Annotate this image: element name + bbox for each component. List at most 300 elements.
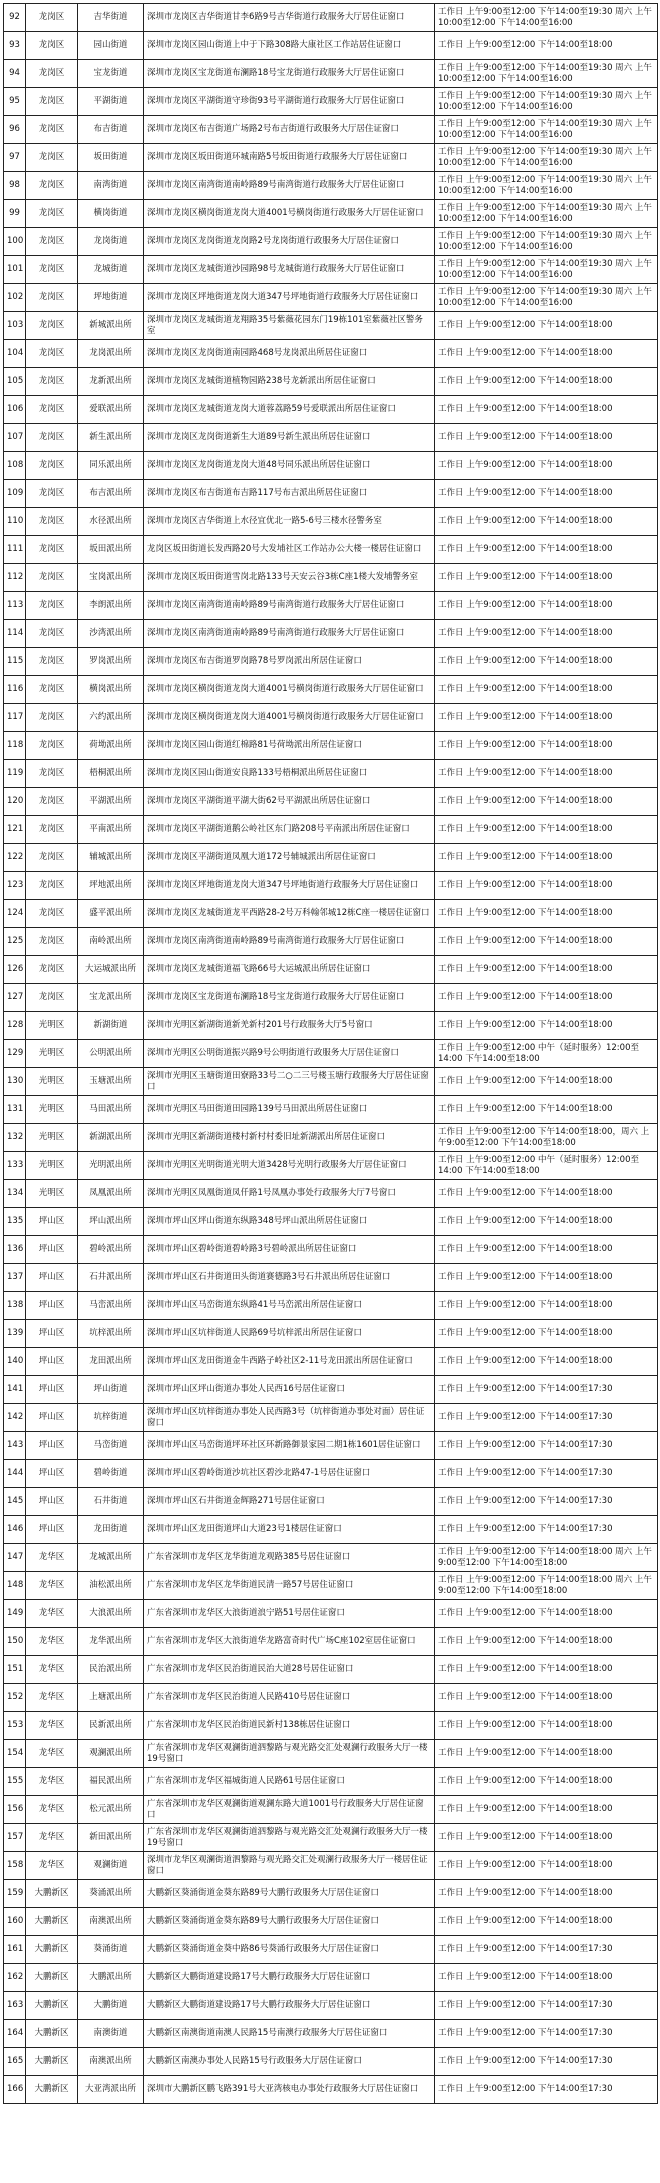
table-row xyxy=(4,424,658,452)
unit-cell: 李朗派出所 xyxy=(78,592,144,620)
unit-cell: 马峦派出所 xyxy=(78,1292,144,1320)
district-cell: 龙岗区 xyxy=(26,816,78,844)
address-cell: 深圳市光明区新湖街道楼村新村村委旧址新湖派出所居住证窗口 xyxy=(144,1124,435,1152)
district-cell: 大鹏新区 xyxy=(26,1936,78,1964)
district-cell: 龙岗区 xyxy=(26,648,78,676)
hours-cell: 工作日 上午9:00至12:00 下午14:00至17:30 xyxy=(435,1404,658,1432)
unit-cell: 龙城派出所 xyxy=(78,1544,144,1572)
unit-cell: 光明派出所 xyxy=(78,1152,144,1180)
unit-cell: 爱联派出所 xyxy=(78,396,144,424)
hours-cell: 工作日 上午9:00至12:00 下午14:00至18:00 xyxy=(435,452,658,480)
address-cell: 深圳市龙岗区平湖街道平湖大街62号平湖派出所居住证窗口 xyxy=(144,788,435,816)
table-row xyxy=(4,1096,658,1124)
address-cell: 深圳市龙岗区坂田街道雪岗北路133号天安云谷3栋C座1楼大发埔警务室 xyxy=(144,564,435,592)
row-number: 138 xyxy=(4,1292,26,1320)
table-row xyxy=(4,1796,658,1824)
table-row xyxy=(4,872,658,900)
hours-cell: 工作日 上午9:00至12:00 下午14:00至17:30 xyxy=(435,1432,658,1460)
row-number: 99 xyxy=(4,200,26,228)
hours-cell: 工作日 上午9:00至12:00 下午14:00至18:00 xyxy=(435,844,658,872)
unit-cell: 坪地派出所 xyxy=(78,872,144,900)
address-cell: 深圳市龙岗区龙城街道龙岗大道蓉荔路59号爱联派出所居住证窗口 xyxy=(144,396,435,424)
unit-cell: 新湖街道 xyxy=(78,1012,144,1040)
table-row xyxy=(4,2076,658,2104)
district-cell: 龙岗区 xyxy=(26,116,78,144)
unit-cell: 布吉派出所 xyxy=(78,480,144,508)
unit-cell: 布吉街道 xyxy=(78,116,144,144)
hours-cell: 工作日 上午9:00至12:00 下午14:00至18:00 xyxy=(435,1600,658,1628)
unit-cell: 南澳派出所 xyxy=(78,2048,144,2076)
district-cell: 龙岗区 xyxy=(26,536,78,564)
unit-cell: 横岗派出所 xyxy=(78,676,144,704)
address-cell: 深圳市龙岗区南湾街道南岭路89号南湾街道行政服务大厅居住证窗口 xyxy=(144,928,435,956)
address-cell: 深圳市坪山区龙田街道金牛西路子岭社区2-11号龙田派出所居住证窗口 xyxy=(144,1348,435,1376)
row-number: 147 xyxy=(4,1544,26,1572)
district-cell: 龙华区 xyxy=(26,1796,78,1824)
address-cell: 深圳市龙岗区园山街道红棉路81号荷坳派出所居住证窗口 xyxy=(144,732,435,760)
hours-cell: 工作日 上午9:00至12:00 下午14:00至18:00 xyxy=(435,676,658,704)
row-number: 120 xyxy=(4,788,26,816)
row-number: 135 xyxy=(4,1208,26,1236)
address-cell: 深圳市龙岗区横岗街道龙岗大道4001号横岗街道行政服务大厅居住证窗口 xyxy=(144,676,435,704)
address-cell: 深圳市光明区凤凰街道凤仟路1号凤凰办事处行政服务大厅7号窗口 xyxy=(144,1180,435,1208)
row-number: 111 xyxy=(4,536,26,564)
row-number: 130 xyxy=(4,1068,26,1096)
hours-cell: 工作日 上午9:00至12:00 下午14:00至18:00 xyxy=(435,704,658,732)
table-row xyxy=(4,480,658,508)
hours-cell: 工作日 上午9:00至12:00 下午14:00至19:30 周六 上午10:00至12:00 下午14:00至16:00 xyxy=(435,200,658,228)
row-number: 129 xyxy=(4,1040,26,1068)
hours-cell: 工作日 上午9:00至12:00 下午14:00至18:00 xyxy=(435,788,658,816)
row-number: 102 xyxy=(4,284,26,312)
address-cell: 深圳市龙岗区南湾街道南岭路89号南湾街道行政服务大厅居住证窗口 xyxy=(144,620,435,648)
address-cell: 深圳市坪山区坪山街道办事处人民西16号居住证窗口 xyxy=(144,1376,435,1404)
row-number: 162 xyxy=(4,1964,26,1992)
table-row xyxy=(4,1068,658,1096)
address-cell: 大鹏新区南澳街道南澳人民路15号南澳行政服务大厅居住证窗口 xyxy=(144,2020,435,2048)
row-number: 95 xyxy=(4,88,26,116)
unit-cell: 新生派出所 xyxy=(78,424,144,452)
district-cell: 坪山区 xyxy=(26,1292,78,1320)
row-number: 124 xyxy=(4,900,26,928)
hours-cell: 工作日 上午9:00至12:00 下午14:00至19:30 周六 上午10:00至12:00 下午14:00至16:00 xyxy=(435,228,658,256)
table-row xyxy=(4,2048,658,2076)
row-number: 142 xyxy=(4,1404,26,1432)
address-cell: 深圳市龙岗区龙岗街道南园路468号龙岗派出所居住证窗口 xyxy=(144,340,435,368)
address-cell: 深圳市坪山区马峦街道东纵路41号马峦派出所居住证窗口 xyxy=(144,1292,435,1320)
table-row xyxy=(4,1376,658,1404)
unit-cell: 同乐派出所 xyxy=(78,452,144,480)
address-cell: 大鹏新区南澳办事处人民路15号行政服务大厅居住证窗口 xyxy=(144,2048,435,2076)
hours-cell: 工作日 上午9:00至12:00 下午14:00至17:30 xyxy=(435,1460,658,1488)
hours-cell: 工作日 上午9:00至12:00 下午14:00至18:00 xyxy=(435,1096,658,1124)
table-row xyxy=(4,956,658,984)
hours-cell: 工作日 上午9:00至12:00 下午14:00至18:00 xyxy=(435,1320,658,1348)
row-number: 97 xyxy=(4,144,26,172)
address-cell: 深圳市龙岗区龙城街道福飞路66号大运城派出所居住证窗口 xyxy=(144,956,435,984)
address-cell: 深圳市龙岗区平湖街道凤凰大道172号辅城派出所居住证窗口 xyxy=(144,844,435,872)
unit-cell: 平南派出所 xyxy=(78,816,144,844)
table-row xyxy=(4,1824,658,1852)
hours-cell: 工作日 上午9:00至12:00 下午14:00至18:00 xyxy=(435,1628,658,1656)
district-cell: 龙岗区 xyxy=(26,676,78,704)
row-number: 93 xyxy=(4,32,26,60)
unit-cell: 坑梓街道 xyxy=(78,1404,144,1432)
unit-cell: 新田派出所 xyxy=(78,1824,144,1852)
table-row xyxy=(4,1908,658,1936)
table-row xyxy=(4,1852,658,1880)
address-cell: 深圳市龙岗区横岗街道龙岗大道4001号横岗街道行政服务大厅居住证窗口 xyxy=(144,704,435,732)
unit-cell: 石井街道 xyxy=(78,1488,144,1516)
row-number: 106 xyxy=(4,396,26,424)
hours-cell: 工作日 上午9:00至12:00 下午14:00至18:00 xyxy=(435,312,658,340)
table-row xyxy=(4,1040,658,1068)
address-cell: 深圳市龙岗区布吉街道布吉路117号布吉派出所居住证窗口 xyxy=(144,480,435,508)
hours-cell: 工作日 上午9:00至12:00 下午14:00至18:00 xyxy=(435,900,658,928)
address-cell: 深圳市龙岗区龙城街道植物园路238号龙新派出所居住证窗口 xyxy=(144,368,435,396)
hours-cell: 工作日 上午9:00至12:00 下午14:00至18:00 xyxy=(435,32,658,60)
table-row xyxy=(4,1152,658,1180)
district-cell: 龙华区 xyxy=(26,1572,78,1600)
row-number: 136 xyxy=(4,1236,26,1264)
address-cell: 深圳市光明区光明街道光明大道3428号光明行政服务大厅居住证窗口 xyxy=(144,1152,435,1180)
district-cell: 坪山区 xyxy=(26,1236,78,1264)
table-row xyxy=(4,1236,658,1264)
address-cell: 深圳市龙岗区龙岗街道龙岗大道48号同乐派出所居住证窗口 xyxy=(144,452,435,480)
unit-cell: 马峦街道 xyxy=(78,1432,144,1460)
district-cell: 龙岗区 xyxy=(26,564,78,592)
unit-cell: 平湖街道 xyxy=(78,88,144,116)
unit-cell: 大鹏街道 xyxy=(78,1992,144,2020)
address-cell: 深圳市龙岗区龙岗街道新生大道89号新生派出所居住证窗口 xyxy=(144,424,435,452)
district-cell: 龙岗区 xyxy=(26,872,78,900)
row-number: 126 xyxy=(4,956,26,984)
district-cell: 龙岗区 xyxy=(26,340,78,368)
hours-cell: 工作日 上午9:00至12:00 下午14:00至19:30 周六 上午10:00至12:00 下午14:00至16:00 xyxy=(435,284,658,312)
unit-cell: 葵涌派出所 xyxy=(78,1880,144,1908)
table-row xyxy=(4,648,658,676)
unit-cell: 民新派出所 xyxy=(78,1712,144,1740)
address-cell: 深圳市龙岗区吉华街道上水径宜优北一路5-6号三楼水径警务室 xyxy=(144,508,435,536)
address-cell: 深圳市龙岗区南湾街道南岭路89号南湾街道行政服务大厅居住证窗口 xyxy=(144,592,435,620)
table-row xyxy=(4,1012,658,1040)
unit-cell: 南湾街道 xyxy=(78,172,144,200)
district-cell: 龙岗区 xyxy=(26,844,78,872)
row-number: 121 xyxy=(4,816,26,844)
district-cell: 坪山区 xyxy=(26,1516,78,1544)
table-row xyxy=(4,676,658,704)
table-row xyxy=(4,144,658,172)
district-cell: 龙岗区 xyxy=(26,704,78,732)
table-row xyxy=(4,396,658,424)
hours-cell: 工作日 上午9:00至12:00 中午（延时服务）12:00至14:00 下午14:00至18:00 xyxy=(435,1040,658,1068)
district-cell: 光明区 xyxy=(26,1096,78,1124)
unit-cell: 玉塘派出所 xyxy=(78,1068,144,1096)
hours-cell: 工作日 上午9:00至12:00 下午14:00至18:00 xyxy=(435,1684,658,1712)
hours-cell: 工作日 上午9:00至12:00 下午14:00至18:00 xyxy=(435,1656,658,1684)
unit-cell: 观澜派出所 xyxy=(78,1740,144,1768)
table-row xyxy=(4,1712,658,1740)
district-cell: 龙岗区 xyxy=(26,88,78,116)
row-number: 128 xyxy=(4,1012,26,1040)
address-cell: 深圳市龙岗区龙城街道龙平西路28-2号万科翰邻城12栋C座一楼居住证窗口 xyxy=(144,900,435,928)
unit-cell: 大亚湾派出所 xyxy=(78,2076,144,2104)
hours-cell: 工作日 上午9:00至12:00 下午14:00至18:00 xyxy=(435,1068,658,1096)
district-cell: 坪山区 xyxy=(26,1208,78,1236)
district-cell: 龙华区 xyxy=(26,1740,78,1768)
unit-cell: 水径派出所 xyxy=(78,508,144,536)
row-number: 152 xyxy=(4,1684,26,1712)
row-number: 92 xyxy=(4,4,26,32)
table-row xyxy=(4,844,658,872)
address-cell: 深圳市龙岗区宝龙街道布澜路18号宝龙街道行政服务大厅居住证窗口 xyxy=(144,984,435,1012)
district-cell: 大鹏新区 xyxy=(26,1880,78,1908)
row-number: 119 xyxy=(4,760,26,788)
table-row xyxy=(4,228,658,256)
district-cell: 光明区 xyxy=(26,1068,78,1096)
hours-cell: 工作日 上午9:00至12:00 中午（延时服务）12:00至14:00 下午14:00至18:00 xyxy=(435,1152,658,1180)
address-cell: 广东省深圳市龙华区龙华街道民清一路57号居住证窗口 xyxy=(144,1572,435,1600)
row-number: 100 xyxy=(4,228,26,256)
unit-cell: 新湖派出所 xyxy=(78,1124,144,1152)
address-cell: 深圳市龙岗区平湖街道鹅公岭社区东门路208号平南派出所居住证窗口 xyxy=(144,816,435,844)
hours-cell: 工作日 上午9:00至12:00 下午14:00至19:30 周六 上午10:00至12:00 下午14:00至16:00 xyxy=(435,116,658,144)
row-number: 137 xyxy=(4,1264,26,1292)
district-cell: 龙华区 xyxy=(26,1824,78,1852)
hours-cell: 工作日 上午9:00至12:00 下午14:00至18:00 xyxy=(435,592,658,620)
row-number: 96 xyxy=(4,116,26,144)
unit-cell: 马田派出所 xyxy=(78,1096,144,1124)
table-row xyxy=(4,1628,658,1656)
address-cell: 深圳市光明区公明街道振兴路9号公明街道行政服务大厅居住证窗口 xyxy=(144,1040,435,1068)
row-number: 110 xyxy=(4,508,26,536)
unit-cell: 坂田派出所 xyxy=(78,536,144,564)
unit-cell: 松元派出所 xyxy=(78,1796,144,1824)
row-number: 122 xyxy=(4,844,26,872)
table-row xyxy=(4,564,658,592)
hours-cell: 工作日 上午9:00至12:00 下午14:00至18:00 xyxy=(435,1880,658,1908)
hours-cell: 工作日 上午9:00至12:00 下午14:00至17:30 xyxy=(435,1516,658,1544)
address-cell: 深圳市龙岗区龙城街道沙园路98号龙城街道行政服务大厅居住证窗口 xyxy=(144,256,435,284)
hours-cell: 工作日 上午9:00至12:00 下午14:00至18:00 xyxy=(435,1796,658,1824)
district-cell: 龙岗区 xyxy=(26,620,78,648)
row-number: 148 xyxy=(4,1572,26,1600)
unit-cell: 龙城街道 xyxy=(78,256,144,284)
table-row xyxy=(4,620,658,648)
hours-cell: 工作日 上午9:00至12:00 下午14:00至18:00 xyxy=(435,760,658,788)
district-cell: 大鹏新区 xyxy=(26,1964,78,1992)
row-number: 159 xyxy=(4,1880,26,1908)
row-number: 156 xyxy=(4,1796,26,1824)
unit-cell: 南岭派出所 xyxy=(78,928,144,956)
hours-cell: 工作日 上午9:00至12:00 下午14:00至18:00 xyxy=(435,1712,658,1740)
row-number: 108 xyxy=(4,452,26,480)
table-row xyxy=(4,900,658,928)
district-cell: 坪山区 xyxy=(26,1460,78,1488)
row-number: 115 xyxy=(4,648,26,676)
unit-cell: 六约派出所 xyxy=(78,704,144,732)
address-cell: 深圳市龙岗区南湾街道南岭路89号南湾街道行政服务大厅居住证窗口 xyxy=(144,172,435,200)
table-row xyxy=(4,1348,658,1376)
row-number: 101 xyxy=(4,256,26,284)
row-number: 153 xyxy=(4,1712,26,1740)
district-cell: 龙岗区 xyxy=(26,956,78,984)
row-number: 151 xyxy=(4,1656,26,1684)
table-row xyxy=(4,1488,658,1516)
row-number: 165 xyxy=(4,2048,26,2076)
unit-cell: 宝岗派出所 xyxy=(78,564,144,592)
table-row xyxy=(4,508,658,536)
row-number: 103 xyxy=(4,312,26,340)
service-locations-table xyxy=(3,3,658,2104)
hours-cell: 工作日 上午9:00至12:00 下午14:00至17:30 xyxy=(435,2076,658,2104)
row-number: 149 xyxy=(4,1600,26,1628)
district-cell: 龙岗区 xyxy=(26,144,78,172)
table-row xyxy=(4,340,658,368)
address-cell: 广东省深圳市龙华区福城街道人民路61号居住证窗口 xyxy=(144,1768,435,1796)
address-cell: 广东省深圳市龙华区龙华街道龙观路385号居住证窗口 xyxy=(144,1544,435,1572)
address-cell: 深圳市龙岗区园山街道安良路133号梧桐派出所居住证窗口 xyxy=(144,760,435,788)
district-cell: 龙华区 xyxy=(26,1852,78,1880)
unit-cell: 坑梓派出所 xyxy=(78,1320,144,1348)
row-number: 161 xyxy=(4,1936,26,1964)
table-row xyxy=(4,284,658,312)
row-number: 157 xyxy=(4,1824,26,1852)
address-cell: 广东省深圳市龙华区观澜街道泗黎路与观光路交汇处观澜行政服务大厅一楼19号窗口 xyxy=(144,1824,435,1852)
address-cell: 大鹏新区葵涌街道金葵东路89号大鹏行政服务大厅居住证窗口 xyxy=(144,1908,435,1936)
table-row xyxy=(4,1572,658,1600)
row-number: 131 xyxy=(4,1096,26,1124)
table-row xyxy=(4,312,658,340)
hours-cell: 工作日 上午9:00至12:00 下午14:00至18:00 xyxy=(435,816,658,844)
unit-cell: 碧岭街道 xyxy=(78,1460,144,1488)
hours-cell: 工作日 上午9:00至12:00 下午14:00至18:00 xyxy=(435,620,658,648)
district-cell: 龙华区 xyxy=(26,1684,78,1712)
address-cell: 深圳市龙岗区龙城街道龙翔路35号紫薇花园东门19栋101室紫薇社区警务室 xyxy=(144,312,435,340)
unit-cell: 横岗街道 xyxy=(78,200,144,228)
unit-cell: 荷坳派出所 xyxy=(78,732,144,760)
row-number: 113 xyxy=(4,592,26,620)
row-number: 112 xyxy=(4,564,26,592)
address-cell: 深圳市龙岗区坪地街道龙岗大道347号坪地街道行政服务大厅居住证窗口 xyxy=(144,284,435,312)
row-number: 155 xyxy=(4,1768,26,1796)
table-row xyxy=(4,200,658,228)
hours-cell: 工作日 上午9:00至12:00 下午14:00至18:00 xyxy=(435,1824,658,1852)
table-row xyxy=(4,60,658,88)
hours-cell: 工作日 上午9:00至12:00 下午14:00至18:00 xyxy=(435,956,658,984)
unit-cell: 龙田街道 xyxy=(78,1516,144,1544)
hours-cell: 工作日 上午9:00至12:00 下午14:00至18:00 xyxy=(435,480,658,508)
hours-cell: 工作日 上午9:00至12:00 下午14:00至18:00 xyxy=(435,508,658,536)
unit-cell: 辅城派出所 xyxy=(78,844,144,872)
row-number: 150 xyxy=(4,1628,26,1656)
unit-cell: 公明派出所 xyxy=(78,1040,144,1068)
unit-cell: 福民派出所 xyxy=(78,1768,144,1796)
address-cell: 深圳市坪山区碧岭街道碧岭路3号碧岭派出所居住证窗口 xyxy=(144,1236,435,1264)
table-row xyxy=(4,1600,658,1628)
row-number: 107 xyxy=(4,424,26,452)
table-row xyxy=(4,760,658,788)
table-row xyxy=(4,1964,658,1992)
row-number: 143 xyxy=(4,1432,26,1460)
hours-cell: 工作日 上午9:00至12:00 下午14:00至18:00 xyxy=(435,1964,658,1992)
district-cell: 龙岗区 xyxy=(26,928,78,956)
address-cell: 深圳市坪山区碧岭街道沙坑社区碧沙北路47-1号居住证窗口 xyxy=(144,1460,435,1488)
address-cell: 深圳市坪山区坑梓街道人民路69号坑梓派出所居住证窗口 xyxy=(144,1320,435,1348)
hours-cell: 工作日 上午9:00至12:00 下午14:00至17:30 xyxy=(435,2020,658,2048)
district-cell: 龙华区 xyxy=(26,1768,78,1796)
district-cell: 龙岗区 xyxy=(26,480,78,508)
district-cell: 大鹏新区 xyxy=(26,2020,78,2048)
district-cell: 龙岗区 xyxy=(26,732,78,760)
unit-cell: 碧岭派出所 xyxy=(78,1236,144,1264)
unit-cell: 上塘派出所 xyxy=(78,1684,144,1712)
hours-cell: 工作日 上午9:00至12:00 下午14:00至18:00 xyxy=(435,1292,658,1320)
row-number: 127 xyxy=(4,984,26,1012)
address-cell: 大鹏新区葵涌街道金葵中路86号葵涌行政服务大厅居住证窗口 xyxy=(144,1936,435,1964)
district-cell: 龙岗区 xyxy=(26,172,78,200)
unit-cell: 石井派出所 xyxy=(78,1264,144,1292)
district-cell: 光明区 xyxy=(26,1124,78,1152)
district-cell: 光明区 xyxy=(26,1180,78,1208)
table-row xyxy=(4,116,658,144)
unit-cell: 梧桐派出所 xyxy=(78,760,144,788)
hours-cell: 工作日 上午9:00至12:00 下午14:00至18:00 xyxy=(435,1740,658,1768)
unit-cell: 龙新派出所 xyxy=(78,368,144,396)
hours-cell: 工作日 上午9:00至12:00 下午14:00至18:00 xyxy=(435,1236,658,1264)
address-cell: 深圳市龙岗区平湖街道守珍街93号平湖街道行政服务大厅居住证窗口 xyxy=(144,88,435,116)
table-row xyxy=(4,1404,658,1432)
district-cell: 龙岗区 xyxy=(26,200,78,228)
row-number: 104 xyxy=(4,340,26,368)
hours-cell: 工作日 上午9:00至12:00 下午14:00至18:00 周六 上午9:00至12:00 下午14:00至18:00 xyxy=(435,1544,658,1572)
hours-cell: 工作日 上午9:00至12:00 下午14:00至17:30 xyxy=(435,1992,658,2020)
district-cell: 坪山区 xyxy=(26,1376,78,1404)
district-cell: 龙华区 xyxy=(26,1656,78,1684)
address-cell: 深圳市坪山区坪山街道东纵路348号坪山派出所居住证窗口 xyxy=(144,1208,435,1236)
row-number: 163 xyxy=(4,1992,26,2020)
row-number: 145 xyxy=(4,1488,26,1516)
row-number: 166 xyxy=(4,2076,26,2104)
hours-cell: 工作日 上午9:00至12:00 下午14:00至18:00 xyxy=(435,1012,658,1040)
row-number: 114 xyxy=(4,620,26,648)
table-row xyxy=(4,1264,658,1292)
table-row xyxy=(4,1880,658,1908)
hours-cell: 工作日 上午9:00至12:00 下午14:00至17:30 xyxy=(435,1376,658,1404)
unit-cell: 坂田街道 xyxy=(78,144,144,172)
district-cell: 龙华区 xyxy=(26,1600,78,1628)
row-number: 117 xyxy=(4,704,26,732)
hours-cell: 工作日 上午9:00至12:00 下午14:00至18:00 xyxy=(435,368,658,396)
district-cell: 光明区 xyxy=(26,1040,78,1068)
unit-cell: 凤凰派出所 xyxy=(78,1180,144,1208)
hours-cell: 工作日 上午9:00至12:00 下午14:00至17:30 xyxy=(435,1488,658,1516)
table-row xyxy=(4,1180,658,1208)
table-row xyxy=(4,1740,658,1768)
address-cell: 广东省深圳市龙华区民治街道民治大道28号居住证窗口 xyxy=(144,1656,435,1684)
hours-cell: 工作日 上午9:00至12:00 下午14:00至18:00 xyxy=(435,1768,658,1796)
district-cell: 龙岗区 xyxy=(26,592,78,620)
address-cell: 广东省深圳市龙华区观澜街道观澜东路大道1001号行政服务大厅居住证窗口 xyxy=(144,1796,435,1824)
district-cell: 龙岗区 xyxy=(26,760,78,788)
table-row xyxy=(4,1208,658,1236)
district-cell: 坪山区 xyxy=(26,1264,78,1292)
district-cell: 大鹏新区 xyxy=(26,1908,78,1936)
table-row xyxy=(4,1656,658,1684)
table-row xyxy=(4,452,658,480)
row-number: 132 xyxy=(4,1124,26,1152)
row-number: 125 xyxy=(4,928,26,956)
